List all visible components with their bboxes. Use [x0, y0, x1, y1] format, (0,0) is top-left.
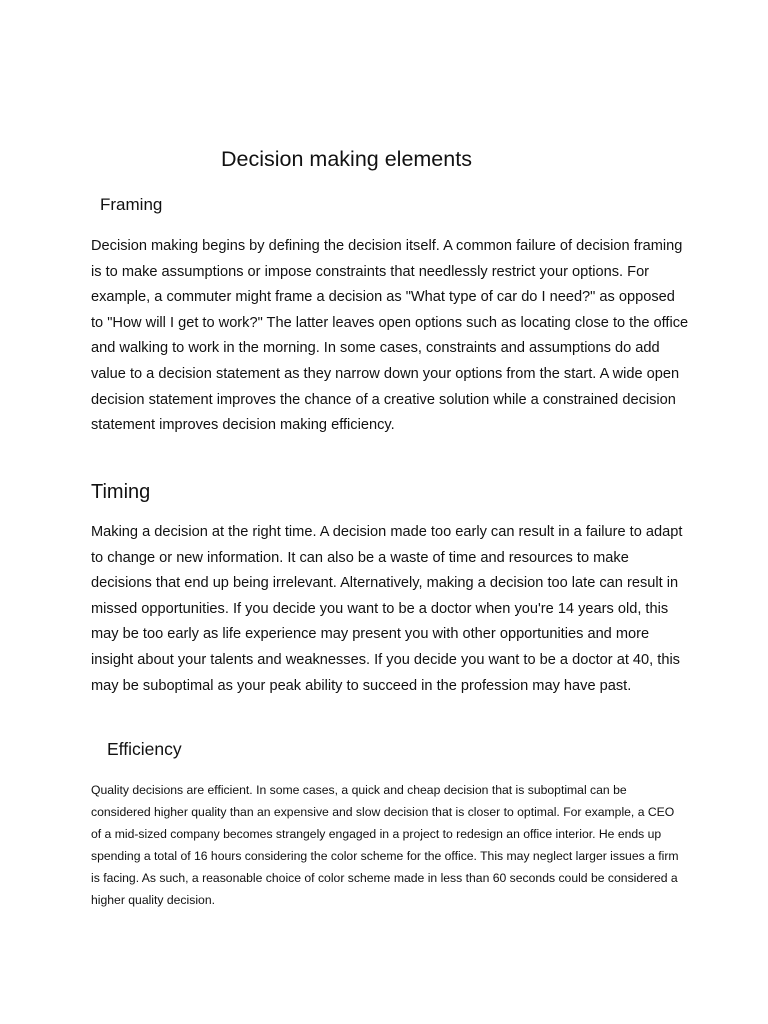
section-body-timing: Making a decision at the right time. A decision made too early can result in a failure to adapt to change or new information. It can also be a waste of time and resources to make decisions that end up being irrelevant. Alternatively, making a decision too late can result in missed opportunities. If you decide you want to be a doctor when you're 14 years old, this may be too early as life experience may present you with other opportunities and more insight about your talents and weaknesses. If you decide you want to be a doctor at 40, this may be suboptimal as your peak ability to succeed in the profession may have past.: [91, 524, 683, 694]
section-body-efficiency: Quality decisions are efficient. In some cases, a quick and cheap decision that is suboptimal can be considered higher quality than an expensive and slow decision that is closer to optimal. For example, a CEO of a mid-sized company becomes strangely engaged in a project to redesign an office interior. He ends up spending a total of 16 hours considering the color scheme for the office. This may neglect larger issues a firm is facing. As such, a reasonable choice of color scheme made in less than 60 seconds could be considered a higher quality decision.: [91, 783, 679, 907]
document-title: Decision making elements: [221, 147, 472, 171]
section-heading-efficiency: Efficiency: [107, 739, 182, 759]
section-heading-timing: Timing: [91, 481, 151, 503]
section-body-framing: Decision making begins by defining the decision itself. A common failure of decision framing is to make assumptions or impose constraints that needlessly restrict your options. For example, a commuter might frame a decision as "What type of car do I need?" as opposed to "How will I get to work?" The latter leaves open options such as locating close to the office and walking to work in the morning. In some cases, constraints and assumptions do add value to a decision statement as they narrow down your options from the start. A wide open decision statement improves the chance of a creative solution while a constrained decision statement improves decision making efficiency.: [91, 238, 689, 434]
section-heading-framing: Framing: [100, 195, 163, 214]
